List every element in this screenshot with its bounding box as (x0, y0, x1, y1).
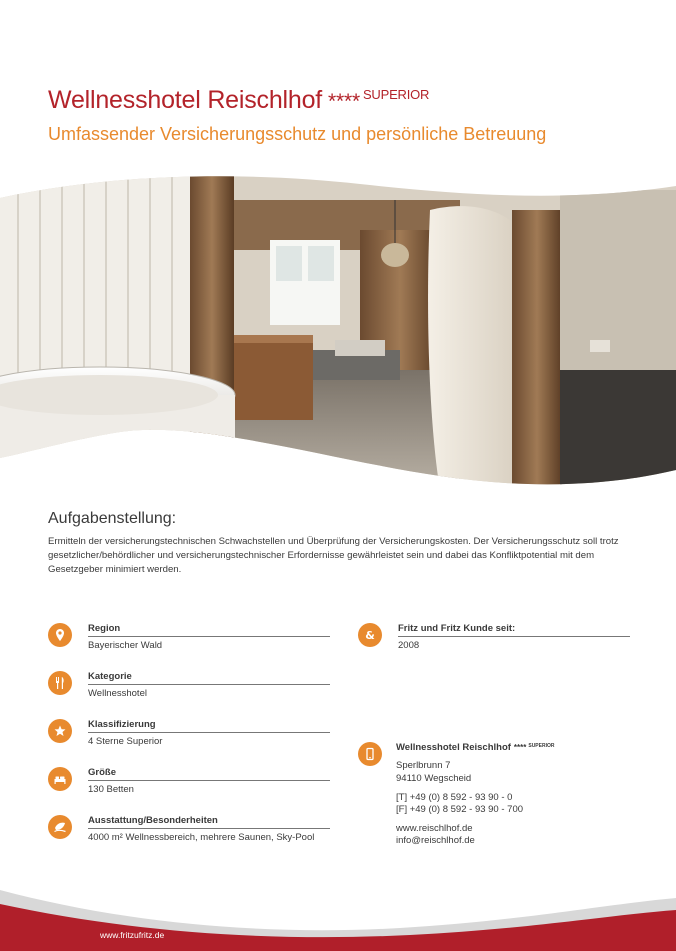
hotel-name: Wellnesshotel Reischlhof (48, 86, 323, 114)
fact-value: 4000 m² Wellnessbereich, mehrere Saunen, Sky-Pool (88, 832, 315, 843)
customer-value: 2008 (398, 640, 420, 651)
fact-region (48, 623, 318, 663)
fact-category (48, 671, 318, 711)
fact-label: Kategorie (88, 671, 330, 685)
contact-city: 94110 Wegscheid (396, 773, 472, 784)
contact-email-link[interactable]: info@reischlhof.de (396, 835, 475, 846)
hero-room-image (0, 170, 676, 490)
ampersand-icon (358, 623, 382, 647)
phone-icon (358, 742, 382, 766)
cutlery-icon (48, 671, 72, 695)
customer-label: Fritz und Fritz Kunde seit: (398, 623, 630, 637)
fact-label: Region (88, 623, 330, 637)
contact-phone: [T] +49 (0) 8 592 - 93 90 - 0 (396, 792, 513, 803)
location-pin-icon (48, 623, 72, 647)
fact-label: Ausstattung/Besonderheiten (88, 815, 330, 829)
fact-value: 4 Sterne Superior (88, 736, 163, 747)
fact-size (48, 767, 318, 807)
svg-text:&: & (365, 629, 375, 642)
fact-label: Größe (88, 767, 330, 781)
contact-stars: **** (513, 743, 527, 752)
contact-hotel-name: Wellnesshotel Reischlhof (396, 742, 511, 753)
contact-street: Sperlbrunn 7 (396, 760, 451, 771)
contact-website-link[interactable]: www.reischlhof.de (396, 823, 473, 834)
fact-value: Wellnesshotel (88, 688, 147, 699)
footer-wave (0, 880, 676, 951)
hotel-stars: **** (328, 90, 360, 113)
hotel-superior-label: SUPERIOR (362, 87, 430, 102)
page-subtitle: Umfassender Versicherungsschutz und persönliche Betreuung (48, 124, 547, 144)
page-title (48, 86, 429, 115)
contact-fax: [F] +49 (0) 8 592 - 93 90 - 700 (396, 804, 524, 815)
fact-value: Bayerischer Wald (88, 640, 163, 651)
task-heading: Aufgabenstellung: (48, 510, 177, 527)
star-icon (48, 719, 72, 743)
contact-superior-label: SUPERIOR (528, 743, 555, 749)
fact-label: Klassifizierung (88, 719, 330, 733)
fact-value: 130 Betten (88, 784, 134, 795)
fact-classification (48, 719, 318, 759)
customer-since (358, 623, 628, 663)
contact-name (396, 742, 554, 753)
footer-website-link[interactable]: www.fritzufritz.de (100, 930, 165, 940)
bed-icon (48, 767, 72, 791)
task-text: Ermitteln der versicherungstechnischen Schwachstellen und Überprüfung der Versicherungskosten. Der Versicherungsschutz soll trotz gesetzlicher/behördlicher und versicherungstechnischer Erfordernisse gewährleistet sein und dabei das Konfliktpotential mit dem Gesetzgeber minimiert werden. (48, 536, 619, 575)
fact-amenities (48, 815, 318, 855)
spa-icon (48, 815, 72, 839)
